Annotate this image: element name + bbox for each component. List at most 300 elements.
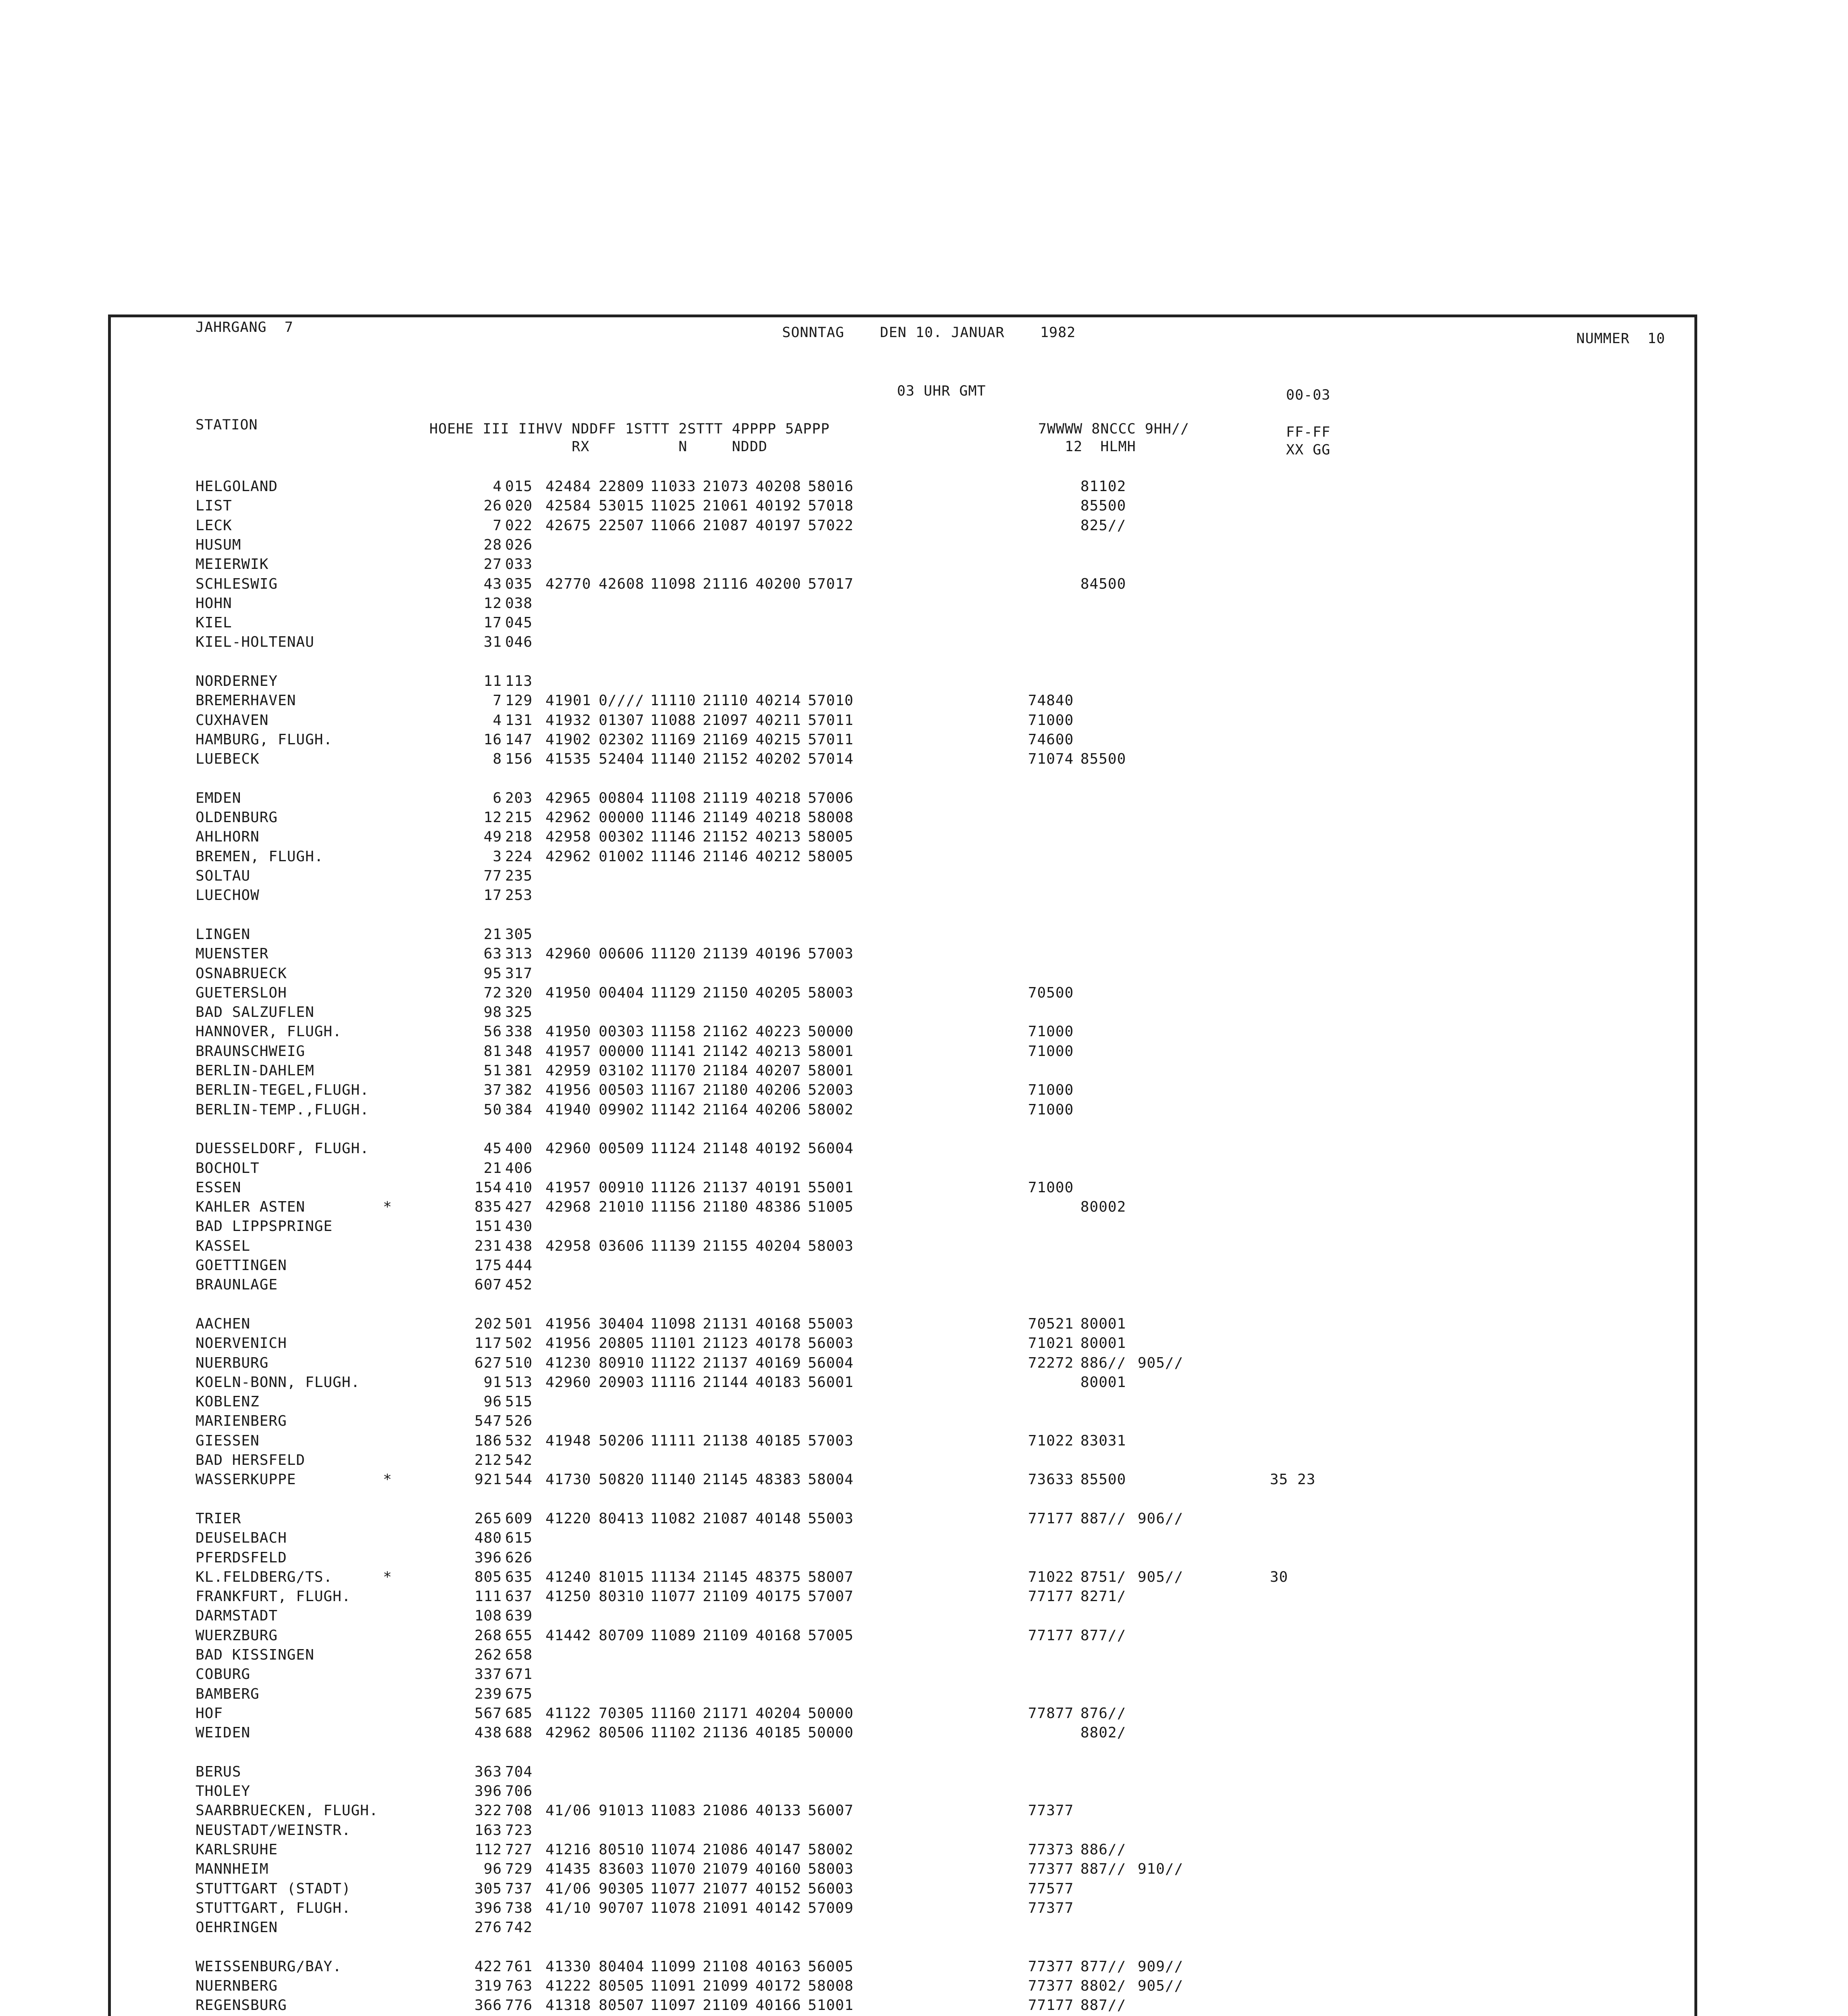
cell-s2: 21087 bbox=[703, 1510, 749, 1527]
cell-station: BERLIN-TEMP.,FLUGH. bbox=[196, 1102, 369, 1118]
cell-iii: 513 bbox=[505, 1374, 533, 1391]
cell-w7: 77377 bbox=[1028, 1900, 1074, 1916]
cell-iii: 708 bbox=[505, 1802, 533, 1819]
cell-n8: 80001 bbox=[1080, 1316, 1126, 1332]
cell-hoehe: 607 bbox=[474, 1277, 502, 1293]
cell-iii: 218 bbox=[505, 829, 533, 845]
cell-p5: 57003 bbox=[808, 946, 854, 962]
cell-iii: 020 bbox=[505, 498, 533, 514]
cell-hoehe: 117 bbox=[474, 1335, 502, 1352]
cell-w7: 77177 bbox=[1028, 1627, 1074, 1644]
cell-n8: 80002 bbox=[1080, 1199, 1126, 1215]
cell-iii: 400 bbox=[505, 1140, 533, 1157]
cell-hoehe: 37 bbox=[483, 1082, 502, 1098]
cell-p4: 40148 bbox=[755, 1510, 801, 1527]
cell-p5: 57006 bbox=[808, 790, 854, 806]
cell-station: GUETERSLOH bbox=[196, 985, 287, 1001]
ff-column-subheader: XX GG bbox=[1286, 442, 1331, 458]
cell-station: KIEL-HOLTENAU bbox=[196, 634, 314, 650]
cell-iihvv: 42584 bbox=[545, 498, 591, 514]
cell-iii: 430 bbox=[505, 1218, 533, 1235]
cell-iii: 338 bbox=[505, 1023, 533, 1040]
cell-iii: 235 bbox=[505, 868, 533, 884]
cell-iii: 253 bbox=[505, 887, 533, 904]
cell-iihvv: 41901 bbox=[545, 692, 591, 709]
cell-s1: 11146 bbox=[650, 809, 696, 826]
cell-nddff: 00606 bbox=[599, 946, 645, 962]
cell-iihvv: 42958 bbox=[545, 829, 591, 845]
cell-n8: 887// bbox=[1080, 1510, 1126, 1527]
cell-iii: 737 bbox=[505, 1881, 533, 1897]
cell-hoehe: 108 bbox=[474, 1608, 502, 1624]
cell-hoehe: 305 bbox=[474, 1881, 502, 1897]
cell-w7: 77377 bbox=[1028, 1861, 1074, 1877]
cell-s2: 21073 bbox=[703, 478, 749, 495]
cell-hoehe: 56 bbox=[483, 1023, 502, 1040]
cell-iii: 384 bbox=[505, 1102, 533, 1118]
cell-nddff: 00804 bbox=[599, 790, 645, 806]
cell-iihvv: 41940 bbox=[545, 1102, 591, 1118]
cell-iii: 761 bbox=[505, 1958, 533, 1975]
cell-hoehe: 363 bbox=[474, 1764, 502, 1780]
cell-iihvv: 41222 bbox=[545, 1978, 591, 1994]
cell-iihvv: 41956 bbox=[545, 1316, 591, 1332]
cell-iihvv: 42959 bbox=[545, 1062, 591, 1079]
cell-s2: 21123 bbox=[703, 1335, 749, 1352]
cell-s2: 21110 bbox=[703, 692, 749, 709]
cell-nddff: 80910 bbox=[599, 1355, 645, 1371]
cell-station: BRAUNLAGE bbox=[196, 1277, 278, 1293]
cell-iihvv: 41/06 bbox=[545, 1881, 591, 1897]
cell-hoehe: 4 bbox=[493, 478, 502, 495]
cell-w7: 71000 bbox=[1028, 1179, 1074, 1196]
cell-iihvv: 42962 bbox=[545, 809, 591, 826]
cell-station: FRANKFURT, FLUGH. bbox=[196, 1588, 351, 1605]
cell-hoehe: 231 bbox=[474, 1238, 502, 1254]
jahrgang: JAHRGANG 7 bbox=[196, 319, 293, 335]
cell-nddff: 00910 bbox=[599, 1179, 645, 1196]
cell-p4: 40133 bbox=[755, 1802, 801, 1819]
cell-p5: 57014 bbox=[808, 751, 854, 767]
cell-p4: 48386 bbox=[755, 1199, 801, 1215]
cell-station: COBURG bbox=[196, 1666, 251, 1683]
cell-hoehe: 96 bbox=[483, 1861, 502, 1877]
cell-n8: 85500 bbox=[1080, 751, 1126, 767]
cell-nddff: 02302 bbox=[599, 731, 645, 748]
cell-w7: 77577 bbox=[1028, 1881, 1074, 1897]
cell-ff: 30 bbox=[1270, 1569, 1288, 1585]
cell-s1: 11146 bbox=[650, 848, 696, 865]
cell-n8: 83031 bbox=[1080, 1433, 1126, 1449]
cell-s1: 11139 bbox=[650, 1238, 696, 1254]
cell-n8: 80001 bbox=[1080, 1374, 1126, 1391]
cell-hoehe: 21 bbox=[483, 926, 502, 943]
cell-station: BAD LIPPSPRINGE bbox=[196, 1218, 333, 1235]
cell-hoehe: 396 bbox=[474, 1549, 502, 1566]
cell-station: KOBLENZ bbox=[196, 1393, 260, 1410]
cell-station: STUTTGART, FLUGH. bbox=[196, 1900, 351, 1916]
cell-s2: 21180 bbox=[703, 1199, 749, 1215]
cell-p4: 40200 bbox=[755, 576, 801, 592]
cell-n8: 886// bbox=[1080, 1355, 1126, 1371]
cell-p4: 40178 bbox=[755, 1335, 801, 1352]
cell-nddff: 00503 bbox=[599, 1082, 645, 1098]
cell-n8: 85500 bbox=[1080, 1471, 1126, 1488]
cell-hoehe: 51 bbox=[483, 1062, 502, 1079]
cell-p5: 58016 bbox=[808, 478, 854, 495]
cell-hoehe: 422 bbox=[474, 1958, 502, 1975]
cell-iihvv: 41240 bbox=[545, 1569, 591, 1585]
main-columns-header: HOEHE III IIHVV NDDFF 1STTT 2STTT 4PPPP 5APPP bbox=[429, 421, 830, 437]
cell-s1: 11141 bbox=[650, 1043, 696, 1060]
cell-p5: 58001 bbox=[808, 1062, 854, 1079]
cell-p4: 40197 bbox=[755, 517, 801, 534]
cell-station: OEHRINGEN bbox=[196, 1919, 278, 1936]
cell-iii: 035 bbox=[505, 576, 533, 592]
cell-hoehe: 151 bbox=[474, 1218, 502, 1235]
cell-hoehe: 627 bbox=[474, 1355, 502, 1371]
cell-iii: 382 bbox=[505, 1082, 533, 1098]
cell-s1: 11089 bbox=[650, 1627, 696, 1644]
cell-station: WEISSENBURG/BAY. bbox=[196, 1958, 342, 1975]
cell-s1: 11167 bbox=[650, 1082, 696, 1098]
cell-nddff: 53015 bbox=[599, 498, 645, 514]
cell-p4: 40212 bbox=[755, 848, 801, 865]
cell-n8: 84500 bbox=[1080, 576, 1126, 592]
cell-s2: 21180 bbox=[703, 1082, 749, 1098]
cell-nddff: 50820 bbox=[599, 1471, 645, 1488]
cell-hoehe: 154 bbox=[474, 1179, 502, 1196]
cell-s1: 11091 bbox=[650, 1978, 696, 1994]
cell-s1: 11078 bbox=[650, 1900, 696, 1916]
cell-iii: 723 bbox=[505, 1822, 533, 1839]
cell-iii: 544 bbox=[505, 1471, 533, 1488]
cell-s2: 21137 bbox=[703, 1355, 749, 1371]
cell-hoehe: 112 bbox=[474, 1841, 502, 1858]
cell-nddff: 01002 bbox=[599, 848, 645, 865]
cell-hoehe: 4 bbox=[493, 712, 502, 729]
cell-n8: 8802/ bbox=[1080, 1724, 1126, 1741]
cell-iii: 763 bbox=[505, 1978, 533, 1994]
cell-p5: 57005 bbox=[808, 1627, 854, 1644]
cell-station: HUSUM bbox=[196, 537, 241, 553]
cell-w7: 70521 bbox=[1028, 1316, 1074, 1332]
cell-hoehe: 21 bbox=[483, 1160, 502, 1177]
cell-iii: 381 bbox=[505, 1062, 533, 1079]
main-columns-subheader: RX N NDDD bbox=[429, 439, 768, 455]
cell-station: NOERVENICH bbox=[196, 1335, 287, 1352]
cell-station: MEIERWIK bbox=[196, 556, 269, 573]
cell-p4: 40168 bbox=[755, 1316, 801, 1332]
cell-nddff: 81015 bbox=[599, 1569, 645, 1585]
cell-iihvv: 41250 bbox=[545, 1588, 591, 1605]
cell-s1: 11082 bbox=[650, 1510, 696, 1527]
cell-p4: 40147 bbox=[755, 1841, 801, 1858]
cell-p4: 40172 bbox=[755, 1978, 801, 1994]
cell-iihvv: 41/06 bbox=[545, 1802, 591, 1819]
cell-iihvv: 41330 bbox=[545, 1958, 591, 1975]
cell-hoehe: 322 bbox=[474, 1802, 502, 1819]
cell-w7: 77177 bbox=[1028, 1588, 1074, 1605]
cell-s1: 11098 bbox=[650, 1316, 696, 1332]
cell-nddff: 52404 bbox=[599, 751, 645, 767]
cell-station: BREMERHAVEN bbox=[196, 692, 296, 709]
cell-iii: 427 bbox=[505, 1199, 533, 1215]
cell-p4: 40191 bbox=[755, 1179, 801, 1196]
cell-iihvv: 41957 bbox=[545, 1179, 591, 1196]
cell-p5: 50000 bbox=[808, 1705, 854, 1722]
cell-iii: 131 bbox=[505, 712, 533, 729]
cell-station: LUECHOW bbox=[196, 887, 260, 904]
cell-hoehe: 31 bbox=[483, 634, 502, 650]
cell-s2: 21131 bbox=[703, 1316, 749, 1332]
cell-h9: 905// bbox=[1138, 1355, 1184, 1371]
cell-w7: 71022 bbox=[1028, 1569, 1074, 1585]
cell-iii: 452 bbox=[505, 1277, 533, 1293]
cell-nddff: 00404 bbox=[599, 985, 645, 1001]
cell-p5: 50000 bbox=[808, 1023, 854, 1040]
cell-w7: 77877 bbox=[1028, 1705, 1074, 1722]
cell-p5: 57011 bbox=[808, 731, 854, 748]
cell-station: WASSERKUPPE bbox=[196, 1471, 296, 1488]
cell-hoehe: 396 bbox=[474, 1900, 502, 1916]
cell-hoehe: 95 bbox=[483, 965, 502, 982]
cell-station: WEIDEN bbox=[196, 1724, 251, 1741]
cell-s2: 21091 bbox=[703, 1900, 749, 1916]
cell-p4: 48383 bbox=[755, 1471, 801, 1488]
cell-hoehe: 91 bbox=[483, 1374, 502, 1391]
cell-hoehe: 111 bbox=[474, 1588, 502, 1605]
cell-station: HAMBURG, FLUGH. bbox=[196, 731, 333, 748]
cell-s1: 11160 bbox=[650, 1705, 696, 1722]
cell-s1: 11134 bbox=[650, 1569, 696, 1585]
cell-station: EMDEN bbox=[196, 790, 241, 806]
cell-iihvv: 42962 bbox=[545, 848, 591, 865]
cell-iii: 738 bbox=[505, 1900, 533, 1916]
cell-n8: 877// bbox=[1080, 1958, 1126, 1975]
cell-p4: 40142 bbox=[755, 1900, 801, 1916]
cell-station: BOCHOLT bbox=[196, 1160, 260, 1177]
cell-iihvv: 41220 bbox=[545, 1510, 591, 1527]
cell-p5: 51005 bbox=[808, 1199, 854, 1215]
cell-s1: 11122 bbox=[650, 1355, 696, 1371]
cell-station: SCHLESWIG bbox=[196, 576, 278, 592]
cell-hoehe: 63 bbox=[483, 946, 502, 962]
cell-station: LECK bbox=[196, 517, 232, 534]
cell-mark: * bbox=[383, 1569, 392, 1585]
cell-iihvv: 42960 bbox=[545, 946, 591, 962]
cell-iii: 444 bbox=[505, 1257, 533, 1274]
cell-nddff: 00000 bbox=[599, 1043, 645, 1060]
cell-nddff: 30404 bbox=[599, 1316, 645, 1332]
cell-nddff: 20805 bbox=[599, 1335, 645, 1352]
cell-hoehe: 72 bbox=[483, 985, 502, 1001]
cell-p5: 58005 bbox=[808, 848, 854, 865]
cell-s1: 11098 bbox=[650, 576, 696, 592]
cell-p5: 58003 bbox=[808, 1861, 854, 1877]
station-column-header: STATION bbox=[196, 417, 258, 433]
cell-p4: 40218 bbox=[755, 790, 801, 806]
cell-hoehe: 6 bbox=[493, 790, 502, 806]
cell-s2: 21145 bbox=[703, 1471, 749, 1488]
cell-s2: 21139 bbox=[703, 946, 749, 962]
cell-iii: 510 bbox=[505, 1355, 533, 1371]
cell-iii: 045 bbox=[505, 614, 533, 631]
cell-s2: 21150 bbox=[703, 985, 749, 1001]
cell-iihvv: 41/10 bbox=[545, 1900, 591, 1916]
cell-nddff: 80709 bbox=[599, 1627, 645, 1644]
cell-iii: 635 bbox=[505, 1569, 533, 1585]
cell-station: BERUS bbox=[196, 1764, 241, 1780]
cell-w7: 70500 bbox=[1028, 985, 1074, 1001]
cell-hoehe: 212 bbox=[474, 1452, 502, 1468]
cell-w7: 77177 bbox=[1028, 1997, 1074, 2014]
cell-nddff: 90707 bbox=[599, 1900, 645, 1916]
observation-time: 03 UHR GMT bbox=[897, 383, 986, 399]
cell-iii: 320 bbox=[505, 985, 533, 1001]
cell-nddff: 03606 bbox=[599, 1238, 645, 1254]
cell-hoehe: 921 bbox=[474, 1471, 502, 1488]
cell-h9: 905// bbox=[1138, 1978, 1184, 1994]
cell-hoehe: 268 bbox=[474, 1627, 502, 1644]
cell-hoehe: 319 bbox=[474, 1978, 502, 1994]
cell-hoehe: 163 bbox=[474, 1822, 502, 1839]
cell-s1: 11124 bbox=[650, 1140, 696, 1157]
cell-station: TRIER bbox=[196, 1510, 241, 1527]
cell-hoehe: 49 bbox=[483, 829, 502, 845]
cell-station: AHLHORN bbox=[196, 829, 260, 845]
cell-station: SOLTAU bbox=[196, 868, 251, 884]
cell-nddff: 80310 bbox=[599, 1588, 645, 1605]
cell-s2: 21086 bbox=[703, 1802, 749, 1819]
cell-iii: 688 bbox=[505, 1724, 533, 1741]
cell-station: ESSEN bbox=[196, 1179, 241, 1196]
cell-p5: 55003 bbox=[808, 1316, 854, 1332]
cell-hoehe: 480 bbox=[474, 1530, 502, 1546]
cell-station: MARIENBERG bbox=[196, 1413, 287, 1429]
cell-p5: 58005 bbox=[808, 829, 854, 845]
cell-nddff: 00303 bbox=[599, 1023, 645, 1040]
cell-p5: 57010 bbox=[808, 692, 854, 709]
cell-p5: 56003 bbox=[808, 1335, 854, 1352]
cell-p5: 57017 bbox=[808, 576, 854, 592]
cell-s1: 11170 bbox=[650, 1062, 696, 1079]
cell-s2: 21119 bbox=[703, 790, 749, 806]
cell-p5: 56005 bbox=[808, 1958, 854, 1975]
cell-s1: 11129 bbox=[650, 985, 696, 1001]
cell-s2: 21145 bbox=[703, 1569, 749, 1585]
cell-s1: 11140 bbox=[650, 751, 696, 767]
cell-iihvv: 42958 bbox=[545, 1238, 591, 1254]
cell-p5: 58002 bbox=[808, 1102, 854, 1118]
cell-w7: 73633 bbox=[1028, 1471, 1074, 1488]
cell-p4: 40183 bbox=[755, 1374, 801, 1391]
cell-nddff: 83603 bbox=[599, 1861, 645, 1877]
cell-iihvv: 41956 bbox=[545, 1082, 591, 1098]
cell-iii: 203 bbox=[505, 790, 533, 806]
cell-iii: 502 bbox=[505, 1335, 533, 1352]
cell-iii: 026 bbox=[505, 537, 533, 553]
cell-station: PFERDSFELD bbox=[196, 1549, 287, 1566]
cell-station: REGENSBURG bbox=[196, 1997, 287, 2014]
cell-iihvv: 42770 bbox=[545, 576, 591, 592]
cell-p5: 58003 bbox=[808, 1238, 854, 1254]
cell-s2: 21116 bbox=[703, 576, 749, 592]
cell-station: OLDENBURG bbox=[196, 809, 278, 826]
cell-iihvv: 42965 bbox=[545, 790, 591, 806]
cell-s1: 11126 bbox=[650, 1179, 696, 1196]
cell-w7: 72272 bbox=[1028, 1355, 1074, 1371]
cell-s2: 21142 bbox=[703, 1043, 749, 1060]
cell-s1: 11083 bbox=[650, 1802, 696, 1819]
extra-columns-subheader: 12 HLMH bbox=[1038, 439, 1136, 455]
cell-s2: 21109 bbox=[703, 1997, 749, 2014]
cell-station: GOETTINGEN bbox=[196, 1257, 287, 1274]
cell-iii: 224 bbox=[505, 848, 533, 865]
cell-iihvv: 41948 bbox=[545, 1433, 591, 1449]
cell-nddff: 80506 bbox=[599, 1724, 645, 1741]
ff-column-header: FF-FF bbox=[1286, 424, 1331, 440]
cell-iihvv: 42968 bbox=[545, 1199, 591, 1215]
cell-h9: 905// bbox=[1138, 1569, 1184, 1585]
cell-station: MANNHEIM bbox=[196, 1861, 269, 1877]
cell-station: GIESSEN bbox=[196, 1433, 260, 1449]
cell-hoehe: 12 bbox=[483, 809, 502, 826]
cell-p4: 40214 bbox=[755, 692, 801, 709]
cell-nddff: 80507 bbox=[599, 1997, 645, 2014]
cell-nddff: 91013 bbox=[599, 1802, 645, 1819]
cell-p5: 58008 bbox=[808, 1978, 854, 1994]
cell-s1: 11088 bbox=[650, 712, 696, 729]
cell-p4: 40205 bbox=[755, 985, 801, 1001]
cell-s1: 11108 bbox=[650, 790, 696, 806]
cell-nddff: 00302 bbox=[599, 829, 645, 845]
cell-p4: 40152 bbox=[755, 1881, 801, 1897]
cell-iii: 675 bbox=[505, 1686, 533, 1702]
cell-hoehe: 98 bbox=[483, 1004, 502, 1020]
cell-station: THOLEY bbox=[196, 1783, 251, 1799]
cell-s1: 11066 bbox=[650, 517, 696, 534]
cell-iii: 609 bbox=[505, 1510, 533, 1527]
cell-station: KL.FELDBERG/TS. bbox=[196, 1569, 333, 1585]
cell-s1: 11111 bbox=[650, 1433, 696, 1449]
cell-n8: 81102 bbox=[1080, 478, 1126, 495]
cell-nddff: 09902 bbox=[599, 1102, 645, 1118]
cell-n8: 825// bbox=[1080, 517, 1126, 534]
cell-station: KARLSRUHE bbox=[196, 1841, 278, 1858]
cell-s1: 11077 bbox=[650, 1881, 696, 1897]
cell-h9: 909// bbox=[1138, 1958, 1184, 1975]
cell-iii: 655 bbox=[505, 1627, 533, 1644]
cell-station: LINGEN bbox=[196, 926, 251, 943]
cell-hoehe: 396 bbox=[474, 1783, 502, 1799]
cell-nddff: 00509 bbox=[599, 1140, 645, 1157]
cell-n8: 8802/ bbox=[1080, 1978, 1126, 1994]
cell-n8: 887// bbox=[1080, 1861, 1126, 1877]
cell-station: OSNABRUECK bbox=[196, 965, 287, 982]
cell-iii: 671 bbox=[505, 1666, 533, 1683]
cell-n8: 877// bbox=[1080, 1627, 1126, 1644]
cell-iii: 129 bbox=[505, 692, 533, 709]
cell-hoehe: 7 bbox=[493, 517, 502, 534]
cell-station: WUERZBURG bbox=[196, 1627, 278, 1644]
cell-station: DEUSELBACH bbox=[196, 1530, 287, 1546]
cell-station: BAD SALZUFLEN bbox=[196, 1004, 314, 1020]
cell-p5: 57011 bbox=[808, 712, 854, 729]
cell-p4: 40213 bbox=[755, 1043, 801, 1060]
cell-hoehe: 567 bbox=[474, 1705, 502, 1722]
cell-station: AACHEN bbox=[196, 1316, 251, 1332]
